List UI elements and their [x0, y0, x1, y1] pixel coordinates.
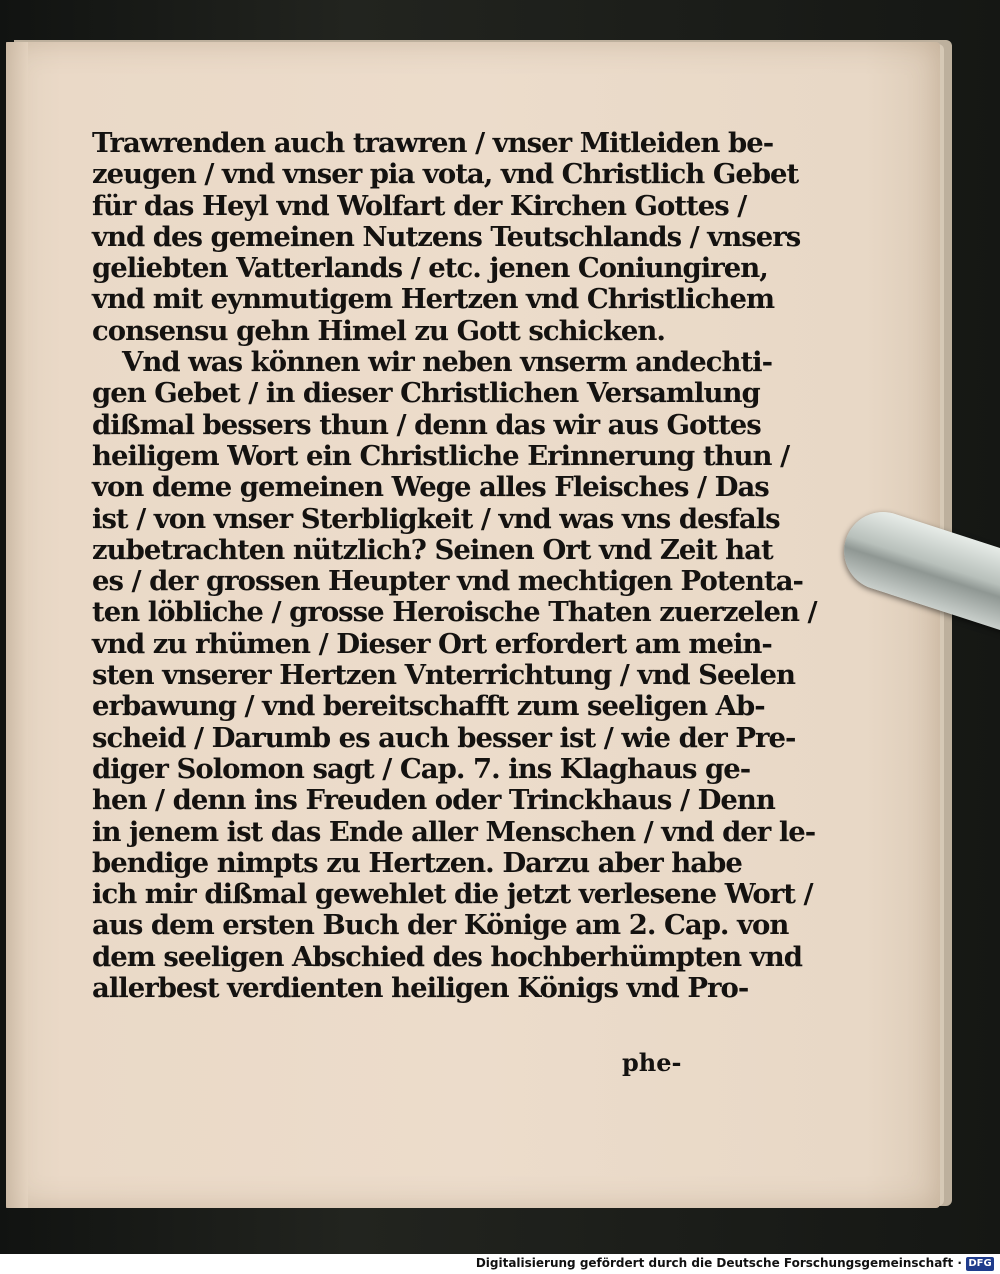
text-line: hen / denn ins Freuden oder Trinckhaus / Denn [92, 784, 775, 817]
text-line: gen Gebet / in dieser Christlichen Versamlung [92, 377, 760, 410]
text-line: erbawung / vnd bereitschafft zum seeligen Ab- [92, 690, 765, 723]
text-line: sten vnserer Hertzen Vnterrichtung / vnd Seelen [92, 659, 795, 692]
text-line: in jenem ist das Ende aller Menschen / vnd der le- [92, 815, 816, 848]
text-line: Trawrenden auch trawren / vnser Mitleiden be- [92, 127, 774, 159]
text-line: es / der grossen Heupter vnd mechtigen Potenta- [92, 565, 803, 598]
text-line: aus dem ersten Buch der Könige am 2. Cap. von [92, 909, 789, 942]
text-line: allerbest verdienten heiligen Königs vnd Pro- [92, 972, 749, 1005]
text-line: ten löbliche / grosse Heroische Thaten zuerzelen / [92, 596, 817, 629]
catchword: phe- [622, 1048, 682, 1077]
text-line: vnd mit eynmutigem Hertzen vnd Christlichem [92, 283, 775, 316]
page-gutter [6, 42, 28, 1208]
body-text [92, 127, 817, 1005]
text-line: geliebten Vatterlands / etc. jenen Coniungiren, [92, 252, 768, 285]
text-line: heiligem Wort ein Christliche Erinnerung thun / [92, 439, 790, 472]
text-line: von deme gemeinen Wege alles Fleisches / Das [92, 471, 769, 504]
text-line: bendige nimpts zu Hertzen. Darzu aber habe [92, 846, 742, 879]
text-line: consensu gehn Himel zu Gott schicken. [92, 314, 665, 347]
text-line: diger Solomon sagt / Cap. 7. ins Klaghaus ge- [92, 752, 751, 785]
footer-credit: Digitalisierung gefördert durch die Deutsche Forschungsgemeinschaft · [475, 1256, 962, 1270]
text-line: zubetrachten nützlich? Seinen Ort vnd Zeit hat [92, 533, 773, 566]
text-line: dem seeligen Abschied des hochberhümpten vnd [92, 940, 802, 973]
text-line: für das Heyl vnd Wolfart der Kirchen Gottes / [92, 189, 747, 222]
text-line: vnd des gemeinen Nutzens Teutschlands / vnsers [92, 220, 801, 253]
text-line: Vnd was können wir neben vnserm andechti- [122, 346, 773, 379]
text-line: ich mir dißmal gewehlet die jetzt verlesene Wort / [92, 878, 813, 911]
text-line: ist / von vnser Sterbligkeit / vnd was vns desfals [92, 502, 780, 535]
dfg-logo-icon: DFG [966, 1257, 994, 1271]
text-line: dißmal bessers thun / denn das wir aus Gottes [92, 408, 761, 441]
text-line: zeugen / vnd vnser pia vota, vnd Christlich Gebet [92, 158, 799, 191]
text-line: scheid / Darumb es auch besser ist / wie der Pre- [92, 721, 796, 754]
text-line: vnd zu rhümen / Dieser Ort erfordert am mein- [92, 627, 772, 660]
